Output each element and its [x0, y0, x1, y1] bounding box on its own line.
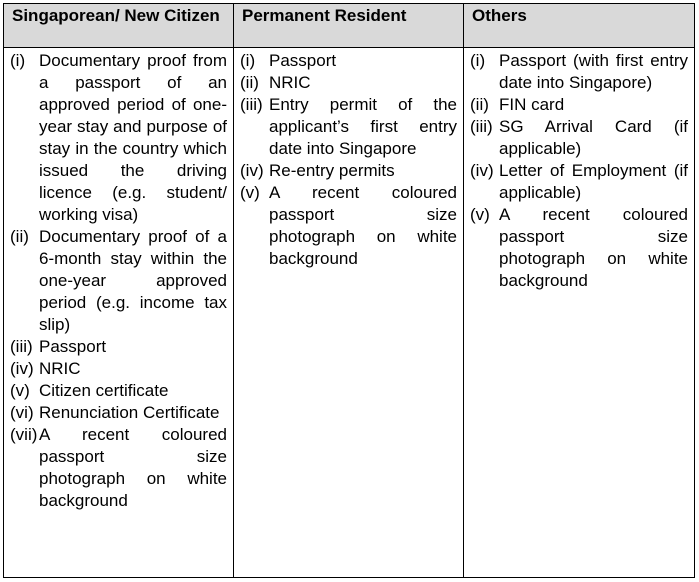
item-number: (vi)	[10, 403, 34, 422]
item-text: Renunciation Certificate	[39, 403, 220, 422]
item-text: Documentary proof from a passport of an approved period of one-year stay and purpose of stay in the country which issued the driving licence (e.g. student/ working visa)	[39, 51, 227, 224]
list-item	[470, 116, 688, 160]
list-item	[10, 226, 227, 336]
list-item	[10, 336, 227, 358]
column-heading: Singaporean/ New Citizen	[12, 6, 220, 25]
document-list	[4, 48, 233, 512]
item-number: (i)	[470, 51, 486, 70]
item-number: (i)	[240, 51, 256, 70]
column-heading: Others	[472, 6, 527, 25]
item-text: Documentary proof of a 6-month stay within the one-year approved period (e.g. income tax slip)	[39, 227, 227, 334]
column-others	[464, 4, 694, 577]
item-number: (iv)	[240, 161, 264, 180]
item-number: (v)	[240, 183, 260, 202]
list-item	[240, 182, 457, 270]
list-item	[10, 424, 227, 512]
item-text: Entry permit of the applicant’s first entry date into Singapore	[269, 95, 457, 158]
list-item	[240, 160, 457, 182]
item-number: (iv)	[10, 359, 34, 378]
item-text: Passport	[269, 51, 337, 70]
item-text: NRIC	[269, 73, 311, 92]
item-number: (vii)	[10, 425, 38, 444]
item-number: (iv)	[470, 161, 494, 180]
list-item	[240, 50, 457, 72]
item-number: (v)	[10, 381, 30, 400]
item-text: Letter of Employment (if applicable)	[499, 161, 688, 202]
item-text: Passport (with first entry date into Singapore)	[499, 51, 688, 92]
column-permanent-resident	[234, 4, 463, 577]
item-text: A recent coloured passport size photograph on white background	[269, 183, 457, 268]
list-item	[470, 94, 688, 116]
item-number: (ii)	[10, 227, 29, 246]
requirements-table	[3, 3, 695, 578]
item-text: A recent coloured passport size photograph on white background	[39, 425, 227, 510]
list-item	[240, 94, 457, 160]
item-number: (iii)	[240, 95, 263, 114]
list-item	[10, 50, 227, 226]
item-text: Re-entry permits	[269, 161, 395, 180]
list-item	[470, 204, 688, 292]
list-item	[240, 72, 457, 94]
document-list	[464, 48, 694, 292]
document-list	[234, 48, 463, 270]
item-number: (iii)	[470, 117, 493, 136]
item-text: A recent coloured passport size photograph on white background	[499, 205, 688, 290]
item-number: (v)	[470, 205, 490, 224]
item-number: (i)	[10, 51, 26, 70]
list-item	[470, 160, 688, 204]
column-heading: Permanent Resident	[242, 6, 407, 25]
list-item	[10, 358, 227, 380]
list-item	[10, 380, 227, 402]
list-item	[470, 50, 688, 94]
column-singaporean	[4, 4, 233, 577]
item-number: (ii)	[240, 73, 259, 92]
item-number: (iii)	[10, 337, 33, 356]
item-number: (ii)	[470, 95, 489, 114]
item-text: Passport	[39, 337, 107, 356]
item-text: FIN card	[499, 95, 565, 114]
item-text: Citizen certificate	[39, 381, 169, 400]
list-item	[10, 402, 227, 424]
item-text: NRIC	[39, 359, 81, 378]
item-text: SG Arrival Card (if applicable)	[499, 117, 688, 158]
